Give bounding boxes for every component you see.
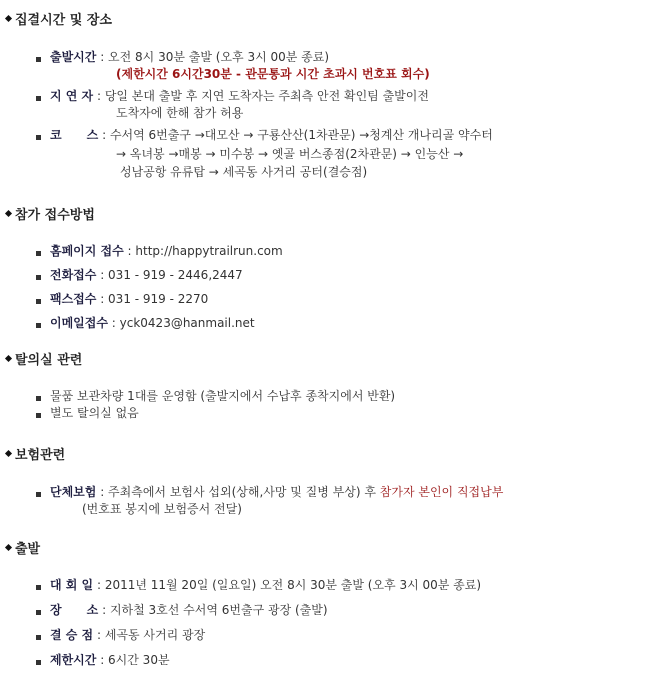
section-title-insurance [4,444,65,463]
separator: : [123,244,136,258]
section-title-start [4,538,40,557]
section-title-text: 탈의실 관련 [15,353,83,368]
item-value: 세곡동 사거리 광장 [104,628,206,642]
item-value: 지하철 3호선 수서역 6번출구 광장 (출발) [109,603,328,617]
separator: : [96,268,109,282]
diamond-bullet-icon [5,210,12,217]
separator: : [96,485,109,499]
item-label: 대 회 일 [50,578,94,592]
late-arrivals-continued: 도착자에 한해 참가 허용 [116,106,244,120]
insurance-continued: (번호표 봉지에 보험증서 전달) [82,502,242,516]
diamond-bullet-icon [5,544,12,551]
separator: : [93,578,105,592]
list-item-time-limit [50,652,170,669]
highlight-text: 참가자 본인이 직접납부 [379,485,504,499]
separator: : [93,89,105,103]
section-title-text: 출발 [15,542,41,557]
square-bullet-icon [36,660,41,665]
section-title-locker [4,349,82,368]
item-value: 031 - 919 - 2270 [108,292,209,306]
item-label: 이메일접수 [50,316,108,330]
time-limit-note: (제한시간 6시간30분 - 관문통과 시간 초과시 번호표 회수) [116,67,430,81]
section-title-text: 보험관련 [15,448,66,463]
item-value: 031 - 919 - 2446,2447 [108,268,243,282]
square-bullet-icon [36,251,41,256]
section-title-text: 참가 접수방법 [15,208,95,223]
separator: : [96,292,109,306]
list-item-course [50,127,493,144]
square-bullet-icon [36,413,41,418]
square-bullet-icon [36,635,41,640]
item-label: 홈페이지 접수 [50,244,124,258]
item-value: 주최측에서 보험사 섭외(상해,사망 및 질병 부상) 후 [108,485,380,499]
square-bullet-icon [36,57,41,62]
list-item-homepage [50,243,283,260]
list-item-late-arrivals [50,88,429,105]
item-label: 단체보험 [50,485,97,499]
square-bullet-icon [36,96,41,101]
item-value: 수서역 6번출구 →대모산 → 구룡산산(1차관문) →청계산 개나리골 약수터 [109,128,493,142]
list-item-race-date [50,577,481,594]
diamond-bullet-icon [5,15,12,22]
item-label: 출발시간 [50,50,97,64]
email-link[interactable]: yck0423@hanmail.net [119,316,255,330]
item-label: 코 스 [50,128,99,142]
item-label: 결 승 점 [50,628,94,642]
list-item-phone [50,267,243,284]
square-bullet-icon [36,135,41,140]
separator: : [93,628,105,642]
item-label: 전화접수 [50,268,97,282]
square-bullet-icon [36,396,41,401]
separator: : [96,653,109,667]
list-item-venue [50,602,328,619]
square-bullet-icon [36,275,41,280]
item-label: 장 소 [50,603,99,617]
list-item-locker-vehicle: 물품 보관차량 1대를 운영함 (출발지에서 수납후 종착지에서 반환) [50,389,396,403]
item-value: 2011년 11월 20일 (일요일) 오전 8시 30분 출발 (오후 3시 00분 종료) [104,578,482,592]
square-bullet-icon [36,323,41,328]
section-title-gathering [4,9,112,28]
item-value: 6시간 30분 [108,653,170,667]
list-item-departure-time [50,49,329,66]
list-item-no-locker: 별도 탈의실 없음 [50,406,139,420]
list-item-fax [50,291,208,308]
section-title-text: 집결시간 및 장소 [15,13,112,28]
separator: : [96,50,109,64]
separator: : [98,128,110,142]
diamond-bullet-icon [5,355,12,362]
square-bullet-icon [36,610,41,615]
course-continued-2: 성남공항 유류탑 → 세곡동 사거리 공터(결승점) [120,165,368,179]
section-title-registration [4,204,95,223]
item-value: 당일 본대 출발 후 지연 도착자는 주최측 안전 확인팀 출발이전 [104,89,429,103]
homepage-link[interactable]: http://happytrailrun.com [135,244,283,258]
list-item-finish-point [50,627,205,644]
item-value: 오전 8시 30분 출발 (오후 3시 00분 종료) [108,50,330,64]
item-label: 팩스접수 [50,292,97,306]
square-bullet-icon [36,585,41,590]
item-label: 지 연 자 [50,89,94,103]
list-item-email [50,315,255,332]
square-bullet-icon [36,492,41,497]
diamond-bullet-icon [5,450,12,457]
square-bullet-icon [36,299,41,304]
separator: : [98,603,110,617]
separator: : [107,316,120,330]
course-continued-1: → 옥녀봉 →매봉 → 미수봉 → 옛골 버스종점(2차관문) → 인능산 → [116,147,464,161]
list-item-group-insurance [50,484,503,501]
item-label: 제한시간 [50,653,97,667]
